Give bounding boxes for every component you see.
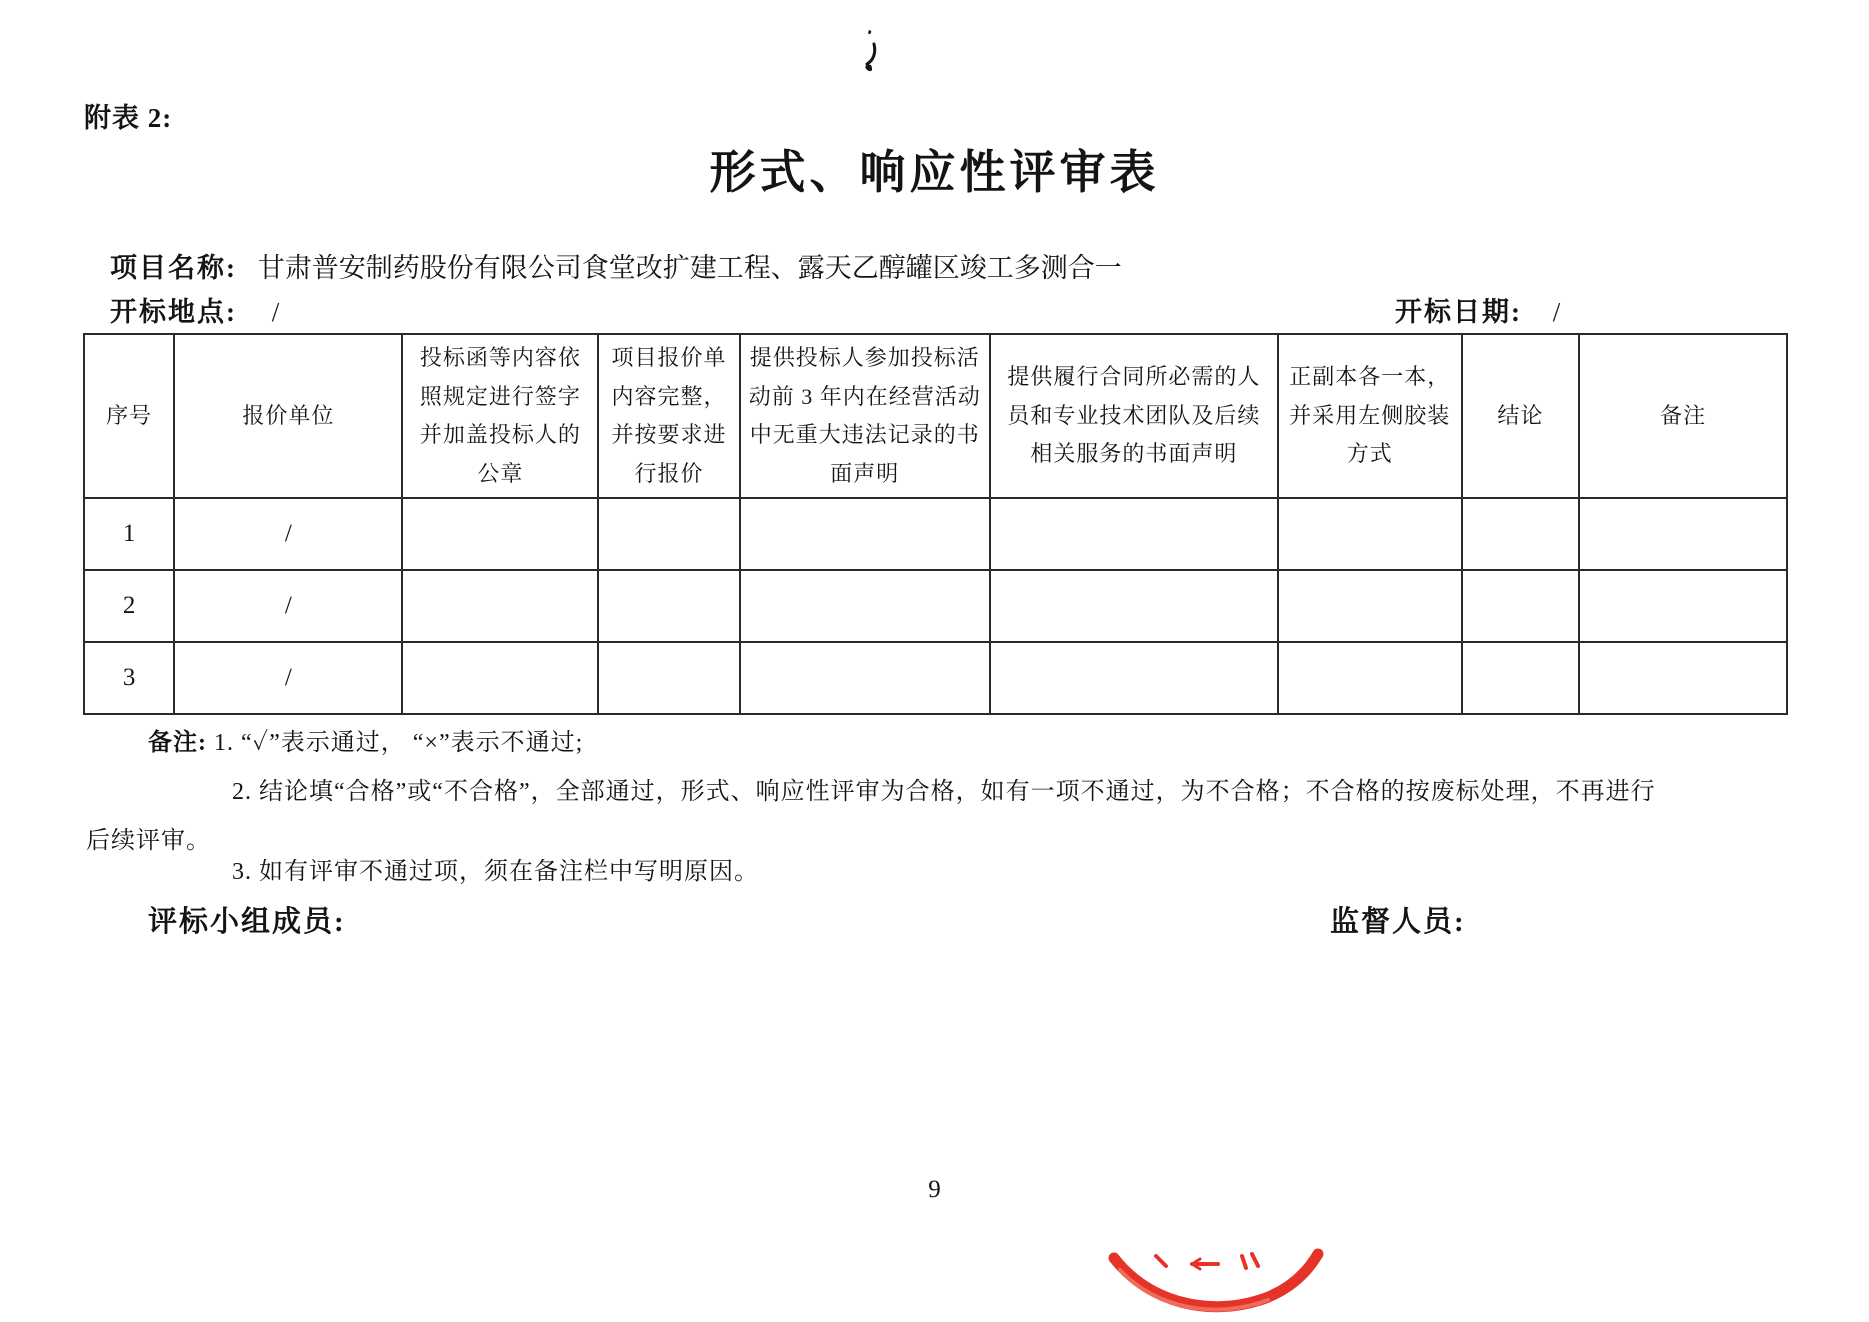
page-title: 形式、响应性评审表	[709, 147, 1160, 198]
red-seal-stamp	[1100, 1234, 1340, 1322]
appendix-label: 附表 2:	[84, 103, 173, 133]
cell-empty	[1462, 498, 1580, 570]
bid-location-label: 开标地点:	[110, 297, 237, 327]
col-header-conclusion: 结论	[1462, 334, 1580, 498]
table-row	[84, 570, 1787, 642]
cell-empty	[402, 642, 598, 714]
page-number: 9	[928, 1176, 941, 1203]
cell-seq: 2	[84, 570, 174, 642]
cell-empty	[402, 570, 598, 642]
notes-line-3: 3. 如有评审不通过项，须在备注栏中写明原因。	[232, 859, 759, 885]
col-header-seq: 序号	[84, 334, 174, 498]
col-header-remarks: 备注	[1579, 334, 1787, 498]
notes-label: 备注:	[148, 730, 207, 756]
table-row	[84, 498, 1787, 570]
cell-empty	[1462, 570, 1580, 642]
cell-empty	[1278, 570, 1462, 642]
cell-empty	[598, 570, 739, 642]
evaluation-team-label: 评标小组成员:	[148, 906, 346, 938]
col-header-bidder: 报价单位	[174, 334, 402, 498]
cell-bidder: /	[174, 570, 402, 642]
cell-bidder: /	[174, 642, 402, 714]
col-header-personnel-statement: 提供履行合同所必需的人员和专业技术团队及后续相关服务的书面声明	[990, 334, 1278, 498]
cell-empty	[598, 642, 739, 714]
cell-empty	[1278, 498, 1462, 570]
cell-empty	[740, 570, 990, 642]
cell-empty	[598, 498, 739, 570]
notes-line-1-text: 1. “✓”表示通过， “×”表示不通过;	[214, 730, 584, 756]
col-header-no-violation-statement: 提供投标人参加投标活动前 3 年内在经营活动中无重大违法记录的书面声明	[740, 334, 990, 498]
cell-empty	[1579, 570, 1787, 642]
notes-line-2-continuation: 后续评审。	[86, 828, 211, 854]
cell-seq: 3	[84, 642, 174, 714]
bid-location-line	[110, 290, 279, 329]
cell-empty	[740, 498, 990, 570]
bid-date-label: 开标日期:	[1395, 297, 1522, 327]
project-name-line	[110, 246, 1122, 285]
project-name-value: 甘肃普安制药股份有限公司食堂改扩建工程、露天乙醇罐区竣工多测合一	[257, 253, 1122, 283]
bid-date-value: /	[1552, 297, 1561, 327]
cell-empty	[740, 642, 990, 714]
review-table	[83, 333, 1788, 715]
supervisor-label: 监督人员:	[1330, 906, 1466, 938]
cell-empty	[1579, 498, 1787, 570]
ink-smudge-mark	[848, 24, 890, 82]
cell-empty	[1579, 642, 1787, 714]
bid-location-value: /	[271, 297, 280, 327]
col-header-binding: 正副本各一本，并采用左侧胶装方式	[1278, 334, 1462, 498]
col-header-quotation-complete: 项目报价单内容完整，并按要求进行报价	[598, 334, 739, 498]
cell-empty	[990, 570, 1278, 642]
table-header-row	[84, 334, 1787, 498]
project-name-label: 项目名称:	[110, 253, 237, 283]
cell-empty	[990, 498, 1278, 570]
cell-empty	[1462, 642, 1580, 714]
notes-line-1	[148, 722, 583, 757]
bid-date-line	[1395, 290, 1560, 329]
notes-line-2: 2. 结论填“合格”或“不合格”，全部通过，形式、响应性评审为合格，如有一项不通过，为不合格；不合格的按废标处理，不再进行	[232, 779, 1656, 805]
cell-empty	[402, 498, 598, 570]
table-row	[84, 642, 1787, 714]
cell-empty	[990, 642, 1278, 714]
cell-seq: 1	[84, 498, 174, 570]
col-header-signature-seal: 投标函等内容依照规定进行签字并加盖投标人的公章	[402, 334, 598, 498]
cell-empty	[1278, 642, 1462, 714]
cell-bidder: /	[174, 498, 402, 570]
